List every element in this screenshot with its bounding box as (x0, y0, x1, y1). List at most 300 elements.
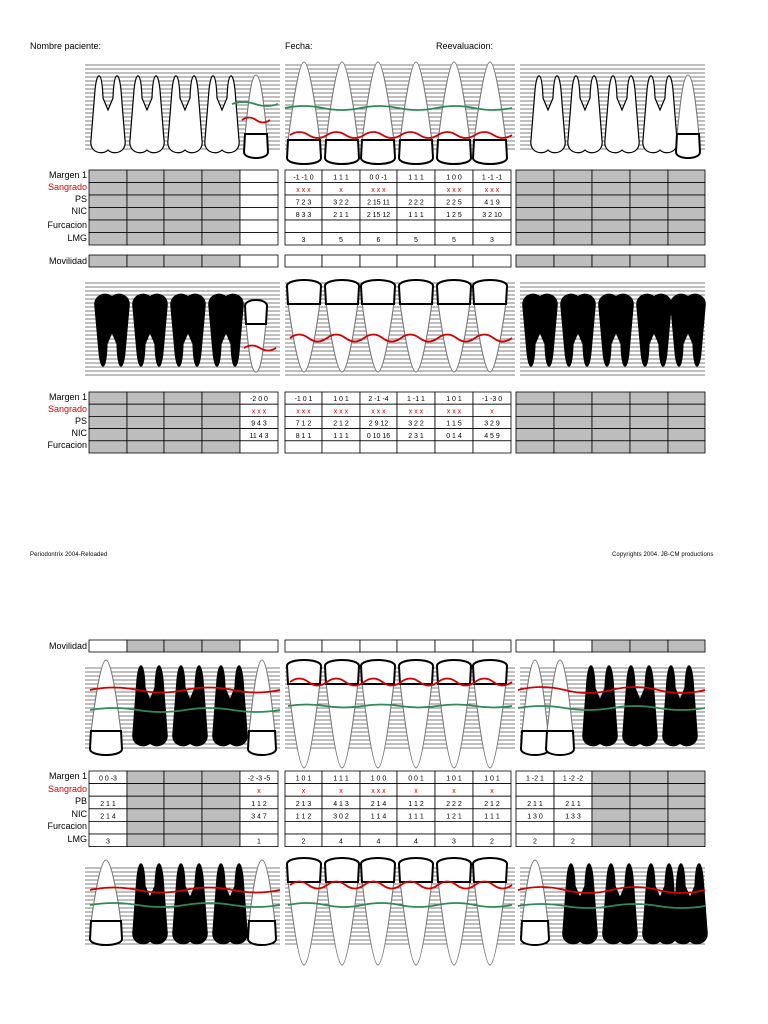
grid-cell (127, 441, 164, 453)
cell-ps: 2 1 4 (370, 800, 387, 808)
cell-ps: 2 2 2 (446, 800, 462, 808)
cell-ps: 2 1 2 (484, 800, 500, 808)
grid-cell (202, 183, 240, 196)
grid-cell (89, 208, 127, 221)
grid-cell (435, 220, 473, 233)
cell-ps: 2 1 1 (100, 800, 116, 808)
grid-cell (592, 183, 630, 196)
grid-cell (240, 170, 278, 183)
cell-ps: 7 1 2 (295, 420, 312, 428)
upper-palatal-grid (89, 392, 705, 453)
cell-ps: 4 1 9 (484, 199, 500, 207)
movilidad-cell (202, 640, 240, 652)
lower-lingual-grid (89, 771, 705, 847)
cell-margen: 1 0 1 (333, 396, 349, 404)
grid-cell (630, 441, 668, 453)
cell-sangrado: x (339, 187, 343, 194)
cell-nic: 3 0 2 (333, 813, 349, 821)
grid-cell (516, 220, 554, 233)
grid-cell (592, 784, 630, 797)
grid-cell (554, 821, 592, 834)
grid-cell (164, 208, 202, 221)
tooth-shape (168, 76, 202, 153)
cell-nic: 1 1 1 (408, 813, 424, 821)
tooth-crown (437, 280, 471, 304)
grid-cell (89, 441, 127, 453)
cell-sangrado: x x x (333, 408, 349, 416)
tooth-crown (399, 140, 433, 164)
grid-cell (516, 784, 554, 797)
cell-margen: 1 0 1 (446, 396, 462, 404)
grid-cell (554, 195, 592, 208)
movilidad-cell (89, 255, 127, 267)
cell-nic: 11 4 3 (249, 432, 269, 440)
grid-cell (89, 404, 127, 416)
label-margen: Margen 1 (48, 771, 87, 781)
tooth-crown (325, 858, 359, 882)
cell-nic: 3 2 10 (482, 212, 502, 219)
upper-vestibular-grid (89, 170, 705, 245)
grid-cell (202, 429, 240, 441)
grid-cell (89, 392, 127, 404)
grid-cell (516, 429, 554, 441)
tooth-shape (599, 294, 633, 366)
cell-sangrado: x (339, 788, 343, 796)
tooth-shape (583, 666, 617, 746)
grid-cell (164, 220, 202, 233)
grid-cell (668, 195, 705, 208)
grid-cell (164, 821, 202, 834)
grid-cell (127, 233, 164, 246)
cell-nic: 1 3 0 (527, 813, 543, 821)
reevaluation-label: Reevaluacion: (436, 41, 494, 51)
cell-margen: -1 -1 0 (293, 174, 314, 182)
grid-cell (592, 771, 630, 784)
grid-cell (285, 821, 322, 834)
movilidad-cell (592, 640, 630, 652)
grid-cell (592, 233, 630, 246)
cell-margen: 1 1 1 (333, 775, 349, 783)
grid-cell (554, 233, 592, 246)
label-pb: PB (74, 796, 87, 806)
movilidad-cell (202, 255, 240, 267)
grid-cell (202, 784, 240, 797)
label-furcacion: Furcacion (47, 220, 87, 230)
tooth-crown (473, 858, 507, 882)
grid-cell (202, 441, 240, 453)
movilidad-cell (668, 640, 705, 652)
grid-cell (202, 233, 240, 246)
grid-cell (668, 821, 705, 834)
grid-cell (202, 796, 240, 809)
cell-nic: 1 2 5 (446, 212, 462, 219)
label-nic: NIC (71, 206, 87, 216)
grid-cell (89, 170, 127, 183)
cell-lmg: 2 (571, 838, 575, 846)
grid-cell (127, 404, 164, 416)
grid-cell (240, 821, 278, 834)
grid-cell (516, 208, 554, 221)
grid-cell (668, 170, 705, 183)
grid-cell (127, 429, 164, 441)
cell-nic: 2 1 1 (333, 212, 349, 219)
cell-nic: 0 1 4 (446, 432, 462, 440)
movilidad-cell (592, 255, 630, 267)
grid-cell (164, 170, 202, 183)
grid-cell (202, 220, 240, 233)
grid-cell (202, 821, 240, 834)
grid-cell (592, 195, 630, 208)
movilidad-cell (630, 640, 668, 652)
tooth-crown (399, 858, 433, 882)
cell-nic: 1 1 2 (295, 813, 312, 821)
grid-cell (240, 233, 278, 246)
cell-margen: -2 0 0 (250, 396, 268, 404)
grid-cell (592, 441, 630, 453)
grid-cell (164, 771, 202, 784)
grid-cell (554, 392, 592, 404)
tooth-shape (671, 294, 705, 366)
grid-cell (592, 429, 630, 441)
label-sangrado: Sangrado (47, 784, 87, 794)
cell-ps: 9 4 3 (251, 420, 267, 428)
movilidad-cell (516, 640, 554, 652)
grid-cell (554, 404, 592, 416)
cell-ps: 2 1 3 (295, 800, 312, 808)
grid-cell (127, 784, 164, 797)
cell-ps: 7 2 3 (295, 199, 312, 207)
grid-cell (630, 771, 668, 784)
cell-margen: -1 0 1 (294, 396, 313, 404)
grid-cell (202, 416, 240, 428)
cell-nic: 0 10 16 (366, 432, 391, 440)
grid-cell (516, 392, 554, 404)
movilidad-cell (473, 255, 511, 267)
tooth-crown (399, 280, 433, 304)
tooth-shape (171, 294, 205, 366)
tooth-shape (605, 76, 639, 153)
grid-cell (630, 195, 668, 208)
label-sangrado: Sangrado (47, 182, 87, 192)
grid-cell (89, 429, 127, 441)
cell-lmg: 5 (339, 237, 343, 244)
cell-sangrado: x (452, 788, 456, 796)
grid-cell (668, 183, 705, 196)
tooth-shape (133, 666, 167, 746)
grid-cell (240, 208, 278, 221)
tooth-crown (361, 858, 395, 882)
cell-lmg: 1 (257, 838, 261, 846)
grid-cell (668, 809, 705, 822)
label-furcacion: Furcacion (47, 821, 87, 831)
cell-margen: 1 -1 1 (407, 396, 425, 404)
grid-cell (127, 809, 164, 822)
footer-left: Periodontrix 2004-Reloaded (30, 552, 108, 558)
cell-margen: 1 1 1 (333, 174, 349, 182)
grid-cell (473, 821, 511, 834)
grid-cell (630, 809, 668, 822)
tooth-shape (133, 294, 167, 366)
upper-vestibular-panel (85, 62, 705, 164)
tooth-shape (561, 294, 595, 366)
grid-cell (127, 834, 164, 847)
grid-cell (164, 195, 202, 208)
cell-sangrado: x x x (408, 408, 424, 416)
grid-cell (202, 771, 240, 784)
tooth-crown (361, 140, 395, 164)
grid-cell (630, 208, 668, 221)
movilidad-cell (435, 640, 473, 652)
label-movilidad-upper: Movilidad (48, 256, 87, 266)
tooth-shape (205, 76, 239, 153)
tooth-shape (213, 666, 247, 746)
cell-ps: 3 2 2 (408, 420, 424, 428)
cell-nic: 8 3 3 (295, 212, 312, 219)
cell-nic: 3 4 7 (251, 813, 267, 821)
cell-margen: 1 -1 -1 (481, 174, 503, 182)
label-lmg: LMG (67, 834, 87, 844)
grid-cell (127, 392, 164, 404)
movilidad-cell (285, 255, 322, 267)
lower-lingual-panel (85, 660, 705, 768)
grid-cell (516, 183, 554, 196)
tooth-crown (90, 921, 122, 945)
grid-cell (397, 183, 435, 196)
grid-cell (592, 416, 630, 428)
grid-cell (127, 208, 164, 221)
label-nic: NIC (71, 428, 87, 438)
label-margen: Margen 1 (48, 170, 87, 180)
cell-lmg: 3 (490, 237, 494, 244)
tooth-shape (531, 76, 565, 153)
grid-cell (127, 416, 164, 428)
movilidad-cell (516, 255, 554, 267)
grid-cell (164, 441, 202, 453)
grid-cell (202, 208, 240, 221)
movilidad-cell (127, 255, 164, 267)
grid-cell (554, 208, 592, 221)
grid-cell (397, 441, 435, 453)
cell-sangrado: x x x (446, 187, 462, 194)
grid-cell (240, 183, 278, 196)
grid-cell (630, 429, 668, 441)
cell-margen: 0 0 1 (408, 775, 424, 783)
label-furcacion: Furcacion (47, 440, 87, 450)
grid-cell (397, 821, 435, 834)
movilidad-cell (89, 640, 127, 652)
grid-cell (554, 170, 592, 183)
grid-cell (592, 796, 630, 809)
grid-cell (285, 220, 322, 233)
tooth-shape (643, 76, 677, 153)
grid-cell (164, 392, 202, 404)
tooth-shape (568, 76, 602, 153)
grid-cell (668, 796, 705, 809)
label-lmg: LMG (67, 233, 87, 243)
grid-cell (202, 404, 240, 416)
cell-ps: 4 1 3 (333, 800, 349, 808)
grid-cell (127, 220, 164, 233)
cell-ps: 3 2 9 (484, 420, 500, 428)
cell-sangrado: x x x (371, 788, 386, 796)
grid-cell (89, 220, 127, 233)
movilidad-cell (360, 640, 397, 652)
label-sangrado: Sangrado (47, 404, 87, 414)
grid-cell (164, 183, 202, 196)
grid-cell (592, 821, 630, 834)
cell-lmg: 3 (301, 237, 306, 244)
grid-cell (630, 821, 668, 834)
footer-right: Copyrights 2004. JB-CM productions (612, 552, 714, 558)
movilidad-cell (240, 255, 278, 267)
grid-cell (516, 404, 554, 416)
grid-cell (516, 416, 554, 428)
grid-cell (630, 416, 668, 428)
movilidad-cell (397, 640, 435, 652)
grid-cell (516, 170, 554, 183)
cell-margen: 1 1 1 (408, 174, 424, 182)
grid-cell (592, 834, 630, 847)
grid-cell (240, 195, 278, 208)
cell-sangrado: x (301, 788, 306, 796)
grid-cell (285, 441, 322, 453)
cell-ps: 1 1 2 (408, 800, 424, 808)
cell-ps: 2 15 11 (367, 199, 390, 207)
grid-cell (473, 220, 511, 233)
tooth-shape (173, 666, 207, 746)
grid-cell (202, 170, 240, 183)
cell-sangrado: x x x (296, 408, 311, 416)
cell-lmg: 4 (376, 838, 381, 846)
tooth-crown (437, 858, 471, 882)
tooth-crown (325, 280, 359, 304)
grid-cell (668, 392, 705, 404)
grid-cell (668, 416, 705, 428)
cell-lmg: 3 (106, 838, 110, 846)
cell-sangrado: x x x (296, 187, 311, 194)
cell-lmg: 6 (376, 237, 381, 244)
label-ps: PS (74, 416, 87, 426)
cell-nic: 2 1 4 (100, 813, 116, 821)
grid-cell (630, 404, 668, 416)
upper-palatal-panel (85, 280, 705, 375)
grid-cell (592, 809, 630, 822)
tooth-crown (473, 140, 507, 164)
cell-margen: 1 -2 1 (526, 775, 544, 783)
grid-cell (164, 233, 202, 246)
tooth-crown (361, 280, 395, 304)
grid-cell (164, 404, 202, 416)
lower-buccal-panel (85, 858, 707, 965)
cell-margen: 2 -1 -4 (368, 396, 389, 404)
grid-cell (89, 784, 127, 797)
cell-nic: 1 1 4 (370, 813, 387, 821)
grid-cell (554, 183, 592, 196)
tooth-crown (676, 134, 700, 158)
grid-cell (360, 821, 397, 834)
cell-lmg: 3 (452, 838, 456, 846)
tooth-crown (287, 140, 321, 164)
grid-cell (164, 796, 202, 809)
cell-nic: 1 1 1 (333, 432, 349, 440)
grid-cell (630, 183, 668, 196)
grid-cell (164, 809, 202, 822)
grid-cell (630, 784, 668, 797)
cell-sangrado: x x x (446, 408, 462, 416)
grid-cell (164, 429, 202, 441)
grid-cell (240, 220, 278, 233)
grid-cell (360, 220, 397, 233)
movilidad-cell (164, 255, 202, 267)
cell-sangrado: x x x (371, 187, 386, 194)
tooth-shape (130, 76, 164, 153)
movilidad-cell (164, 640, 202, 652)
grid-cell (668, 429, 705, 441)
cell-lmg: 5 (452, 237, 456, 244)
cell-nic: 1 1 1 (408, 212, 424, 219)
tooth-crown (521, 921, 549, 945)
grid-cell (89, 195, 127, 208)
grid-cell (630, 233, 668, 246)
label-margen: Margen 1 (48, 392, 87, 402)
cell-margen: -1 -3 0 (481, 396, 503, 404)
cell-ps: 3 2 2 (333, 199, 349, 207)
grid-cell (127, 195, 164, 208)
tooth-crown (287, 858, 321, 882)
tooth-crown (287, 280, 321, 304)
grid-cell (322, 821, 360, 834)
tooth-shape (95, 294, 129, 366)
movilidad-cell (554, 640, 592, 652)
grid-cell (554, 784, 592, 797)
cell-nic: 2 15 12 (366, 212, 391, 219)
grid-cell (164, 416, 202, 428)
grid-cell (435, 441, 473, 453)
cell-nic: 1 3 3 (565, 813, 581, 821)
grid-cell (630, 170, 668, 183)
grid-cell (397, 220, 435, 233)
grid-cell (89, 416, 127, 428)
tooth-crown (437, 140, 471, 164)
tooth-shape (637, 294, 671, 366)
patient-name-label: Nombre paciente: (30, 41, 102, 51)
cell-lmg: 4 (339, 838, 343, 846)
cell-margen: 1 0 1 (446, 775, 462, 783)
grid-cell (89, 233, 127, 246)
cell-lmg: 5 (414, 237, 418, 244)
cell-sangrado: x x x (371, 408, 386, 416)
grid-cell (202, 809, 240, 822)
tooth-crown (248, 921, 276, 945)
cell-margen: 0 0 -1 (369, 174, 388, 182)
cell-nic: 1 2 1 (446, 813, 462, 821)
cell-margen: 1 0 1 (484, 775, 500, 783)
movilidad-cell (322, 640, 360, 652)
label-ps: PS (74, 194, 87, 204)
movilidad-cell (322, 255, 360, 267)
movilidad-row-upper (89, 255, 705, 267)
grid-cell (322, 220, 360, 233)
grid-cell (592, 404, 630, 416)
cell-ps: 2 1 2 (333, 420, 349, 428)
grid-cell (668, 784, 705, 797)
grid-cell (592, 220, 630, 233)
cell-lmg: 2 (301, 838, 306, 846)
label-nic: NIC (71, 809, 87, 819)
grid-cell (89, 821, 127, 834)
cell-margen: 1 0 1 (295, 775, 312, 783)
grid-cell (164, 834, 202, 847)
